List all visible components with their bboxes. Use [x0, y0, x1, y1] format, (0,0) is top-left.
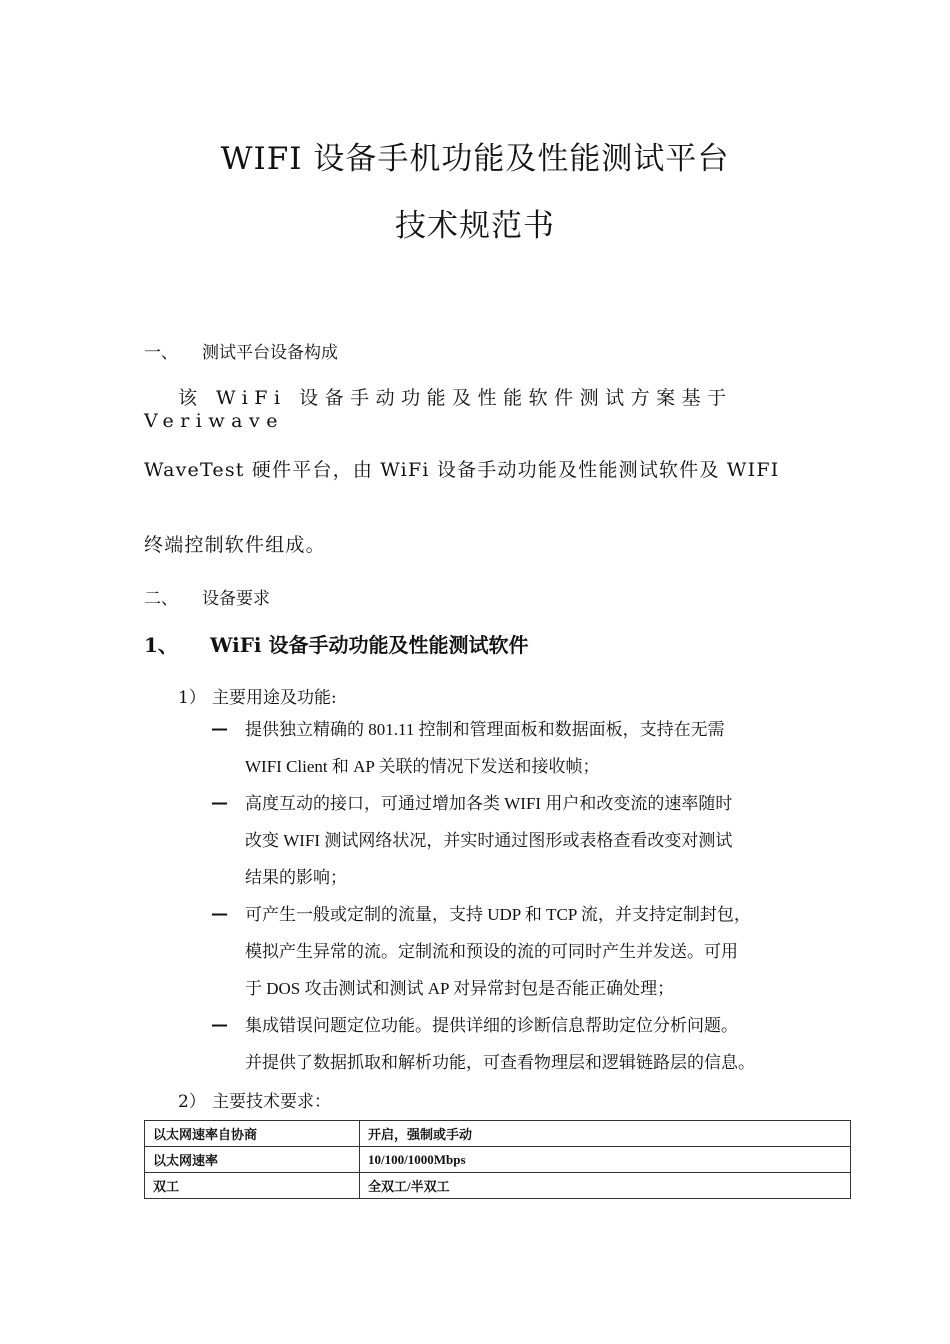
bullet-line: 提供独立精确的 801.11 控制和管理面板和数据面板，支持在无需: [245, 720, 725, 739]
table-row: [145, 1173, 851, 1199]
document-title-line1: WIFI 设备手机功能及性能测试平台: [220, 141, 730, 177]
subsection-number: 1、: [144, 633, 178, 657]
spec-table: [144, 1120, 851, 1199]
bullet-line: 并提供了数据抓取和解析功能，可查看物理层和逻辑链路层的信息。: [245, 1053, 755, 1072]
list-label: 主要技术要求：: [212, 1092, 331, 1112]
bullet-item: [211, 896, 831, 1007]
section-heading-1: [144, 338, 338, 363]
list-number: 1）: [178, 688, 206, 708]
table-cell: 双工: [145, 1173, 360, 1199]
dash-bullet: —: [211, 793, 228, 813]
list-item-heading: [178, 1087, 331, 1112]
table-cell: 以太网速率自协商: [145, 1121, 360, 1147]
table-cell: 以太网速率: [145, 1147, 360, 1173]
table-row: [145, 1147, 851, 1173]
list-item-heading: [178, 683, 337, 708]
bullet-line: WIFI Client 和 AP 关联的情况下发送和接收帧；: [245, 757, 600, 776]
section-number: 二、: [144, 589, 178, 609]
dash-bullet: —: [211, 719, 228, 739]
table-row: [145, 1121, 851, 1147]
table-cell: 开启，强制或手动: [360, 1121, 851, 1147]
section-title: 测试平台设备构成: [202, 343, 338, 363]
document-title-line2: 技术规范书: [395, 208, 555, 244]
section-number: 一、: [144, 343, 178, 363]
table-cell: 全双工/半双工: [360, 1173, 851, 1199]
bullet-item: [211, 1007, 831, 1081]
bullet-line: 结果的影响；: [245, 868, 347, 887]
list-number: 2）: [178, 1092, 206, 1112]
bullet-line: 改变 WIFI 测试网络状况，并实时通过图形或表格查看改变对测试: [245, 831, 733, 850]
paragraph-line: 该 WiFi 设备手动功能及性能软件测试方案基于 Veriwave: [144, 387, 733, 432]
bullet-line: 模拟产生异常的流。定制流和预设的流的可同时产生并发送。可用: [245, 942, 738, 961]
bullet-line: 集成错误问题定位功能。提供详细的诊断信息帮助定位分析问题。: [245, 1016, 738, 1035]
paragraph-line: WaveTest 硬件平台，由 WiFi 设备手动功能及性能测试软件及 WIFI: [144, 459, 780, 481]
dash-bullet: —: [211, 904, 228, 924]
bullet-item: [211, 785, 831, 896]
table-cell: 10/100/1000Mbps: [360, 1147, 851, 1173]
bullet-item: [211, 711, 831, 785]
subsection-title: WiFi 设备手动功能及性能测试软件: [210, 633, 529, 657]
section-title: 设备要求: [202, 589, 270, 609]
bullet-line: 于 DOS 攻击测试和测试 AP 对异常封包是否能正确处理；: [245, 979, 675, 998]
bullet-line: 可产生一般或定制的流量，支持 UDP 和 TCP 流，并支持定制封包，: [245, 905, 751, 924]
subsection-heading: [144, 629, 528, 658]
paragraph-line: 终端控制软件组成。: [144, 534, 326, 556]
dash-bullet: —: [211, 1015, 228, 1035]
list-label: 主要用途及功能:: [212, 688, 337, 708]
section-heading-2: [144, 584, 270, 609]
bullet-line: 高度互动的接口，可通过增加各类 WIFI 用户和改变流的速率随时: [245, 794, 733, 813]
